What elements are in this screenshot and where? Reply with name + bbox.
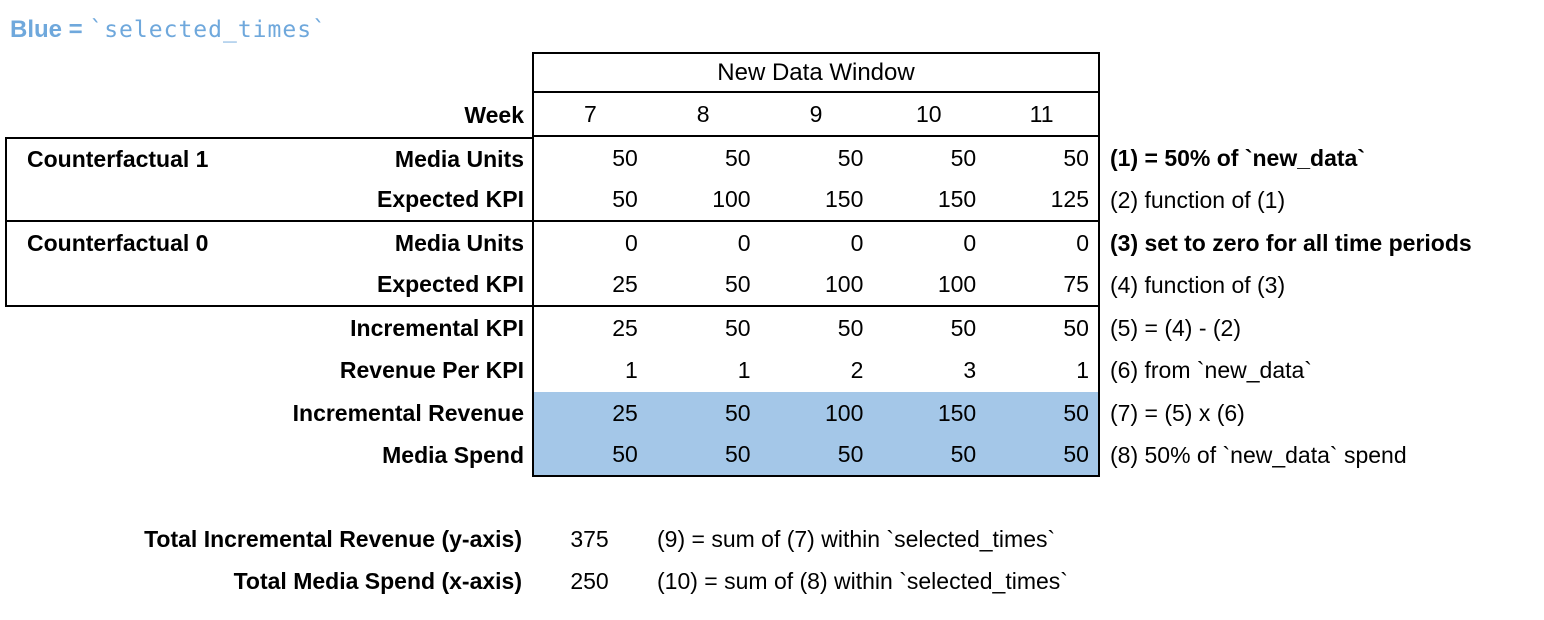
cell-value: 50 bbox=[725, 314, 751, 341]
cell-value: 0 bbox=[625, 229, 638, 256]
cell-value: 100 bbox=[937, 271, 977, 298]
cell-value: 50 bbox=[950, 441, 977, 468]
table-row bbox=[5, 222, 1539, 265]
cell-value: 50 bbox=[725, 144, 751, 171]
cell-value: 100 bbox=[712, 186, 751, 213]
row-label: Media Units bbox=[394, 229, 524, 256]
blue-legend bbox=[10, 16, 327, 44]
table-row bbox=[5, 307, 1539, 350]
cell-value: 150 bbox=[825, 186, 864, 213]
week-numbers bbox=[532, 93, 1100, 137]
cell-value: 50 bbox=[725, 271, 751, 298]
cell-value: 50 bbox=[837, 144, 864, 171]
cell-value: 75 bbox=[1063, 271, 1089, 298]
cell-value: 50 bbox=[1063, 314, 1089, 341]
cell-value: 0 bbox=[1076, 229, 1089, 256]
row-note: (5) = (4) - (2) bbox=[1110, 314, 1241, 341]
week-number: 11 bbox=[1029, 100, 1054, 127]
total-incremental-revenue-row bbox=[5, 518, 1539, 560]
cell-value: 50 bbox=[837, 441, 864, 468]
total-label: Total Media Spend (x-axis) bbox=[233, 567, 522, 594]
cell-value: 50 bbox=[612, 186, 638, 213]
total-media-spend-row bbox=[5, 560, 1539, 602]
row-note: (2) function of (1) bbox=[1110, 187, 1286, 214]
group-label: Counterfactual 0 bbox=[27, 229, 209, 256]
cell-value: 25 bbox=[612, 399, 638, 426]
cell-value: 50 bbox=[1063, 399, 1089, 426]
cell-value: 1 bbox=[1076, 357, 1089, 384]
blue-legend-lead: Blue = bbox=[10, 16, 90, 43]
totals-section bbox=[5, 518, 1539, 602]
cell-value: 0 bbox=[737, 229, 751, 256]
row-note: (3) set to zero for all time periods bbox=[1110, 229, 1472, 256]
row-label: Expected KPI bbox=[377, 271, 524, 298]
total-note: (9) = sum of (7) within `selected_times` bbox=[657, 525, 1056, 552]
cell-value: 3 bbox=[963, 357, 977, 384]
week-number: 9 bbox=[809, 100, 823, 127]
row-note: (8) 50% of `new_data` spend bbox=[1110, 442, 1407, 469]
cell-value: 1 bbox=[625, 357, 638, 384]
cell-value: 125 bbox=[1050, 186, 1089, 213]
row-note: (7) = (5) x (6) bbox=[1110, 399, 1245, 426]
row-label: Revenue Per KPI bbox=[339, 357, 524, 384]
row-label: Expected KPI bbox=[377, 186, 524, 213]
total-value: 250 bbox=[570, 567, 609, 594]
week-number: 10 bbox=[915, 100, 942, 127]
table-row bbox=[5, 350, 1539, 393]
table-row bbox=[5, 180, 1539, 223]
cell-value: 50 bbox=[725, 399, 751, 426]
row-note: (4) function of (3) bbox=[1110, 272, 1286, 299]
table-row bbox=[5, 137, 1539, 180]
week-number: 7 bbox=[584, 100, 597, 127]
row-label: Media Units bbox=[394, 145, 524, 172]
row-label: Media Spend bbox=[382, 442, 524, 469]
cell-value: 0 bbox=[963, 229, 977, 256]
cell-value: 150 bbox=[937, 186, 977, 213]
row-label: Incremental KPI bbox=[350, 314, 524, 341]
window-header-spacer bbox=[5, 52, 532, 93]
cell-value: 150 bbox=[937, 399, 977, 426]
cell-value: 0 bbox=[850, 229, 864, 256]
cell-value: 100 bbox=[825, 399, 864, 426]
window-header-row bbox=[5, 52, 1539, 93]
row-note: (6) from `new_data` bbox=[1110, 357, 1312, 384]
window-header-cell: New Data Window bbox=[532, 52, 1100, 93]
cell-value: 50 bbox=[837, 314, 864, 341]
cell-value: 50 bbox=[612, 441, 638, 468]
cell-value: 50 bbox=[950, 314, 977, 341]
total-label: Total Incremental Revenue (y-axis) bbox=[144, 525, 522, 552]
cell-value: 25 bbox=[612, 271, 638, 298]
cell-value: 100 bbox=[825, 271, 864, 298]
cell-value: 1 bbox=[737, 357, 751, 384]
cell-value: 50 bbox=[1063, 441, 1089, 468]
cell-value: 50 bbox=[612, 144, 638, 171]
week-number: 8 bbox=[696, 100, 710, 127]
week-label: Week bbox=[464, 101, 524, 128]
cell-value: 50 bbox=[1063, 144, 1089, 171]
group-label: Counterfactual 1 bbox=[27, 145, 209, 172]
selected-times-cells bbox=[532, 435, 1100, 478]
table-row-highlighted bbox=[5, 435, 1539, 478]
week-row bbox=[5, 93, 1539, 137]
cell-value: 25 bbox=[612, 314, 638, 341]
cell-value: 2 bbox=[850, 357, 864, 384]
table-row bbox=[5, 265, 1539, 308]
cell-value: 50 bbox=[950, 144, 977, 171]
counterfactual-table bbox=[5, 52, 1539, 477]
selected-times-cells bbox=[532, 392, 1100, 435]
table-row-highlighted bbox=[5, 392, 1539, 435]
total-value: 375 bbox=[570, 525, 609, 552]
row-note: (1) = 50% of `new_data` bbox=[1110, 144, 1365, 171]
total-note: (10) = sum of (8) within `selected_times` bbox=[657, 567, 1068, 594]
selected-times-code: `selected_times` bbox=[89, 17, 327, 43]
cell-value: 50 bbox=[725, 441, 751, 468]
row-label: Incremental Revenue bbox=[292, 399, 524, 426]
